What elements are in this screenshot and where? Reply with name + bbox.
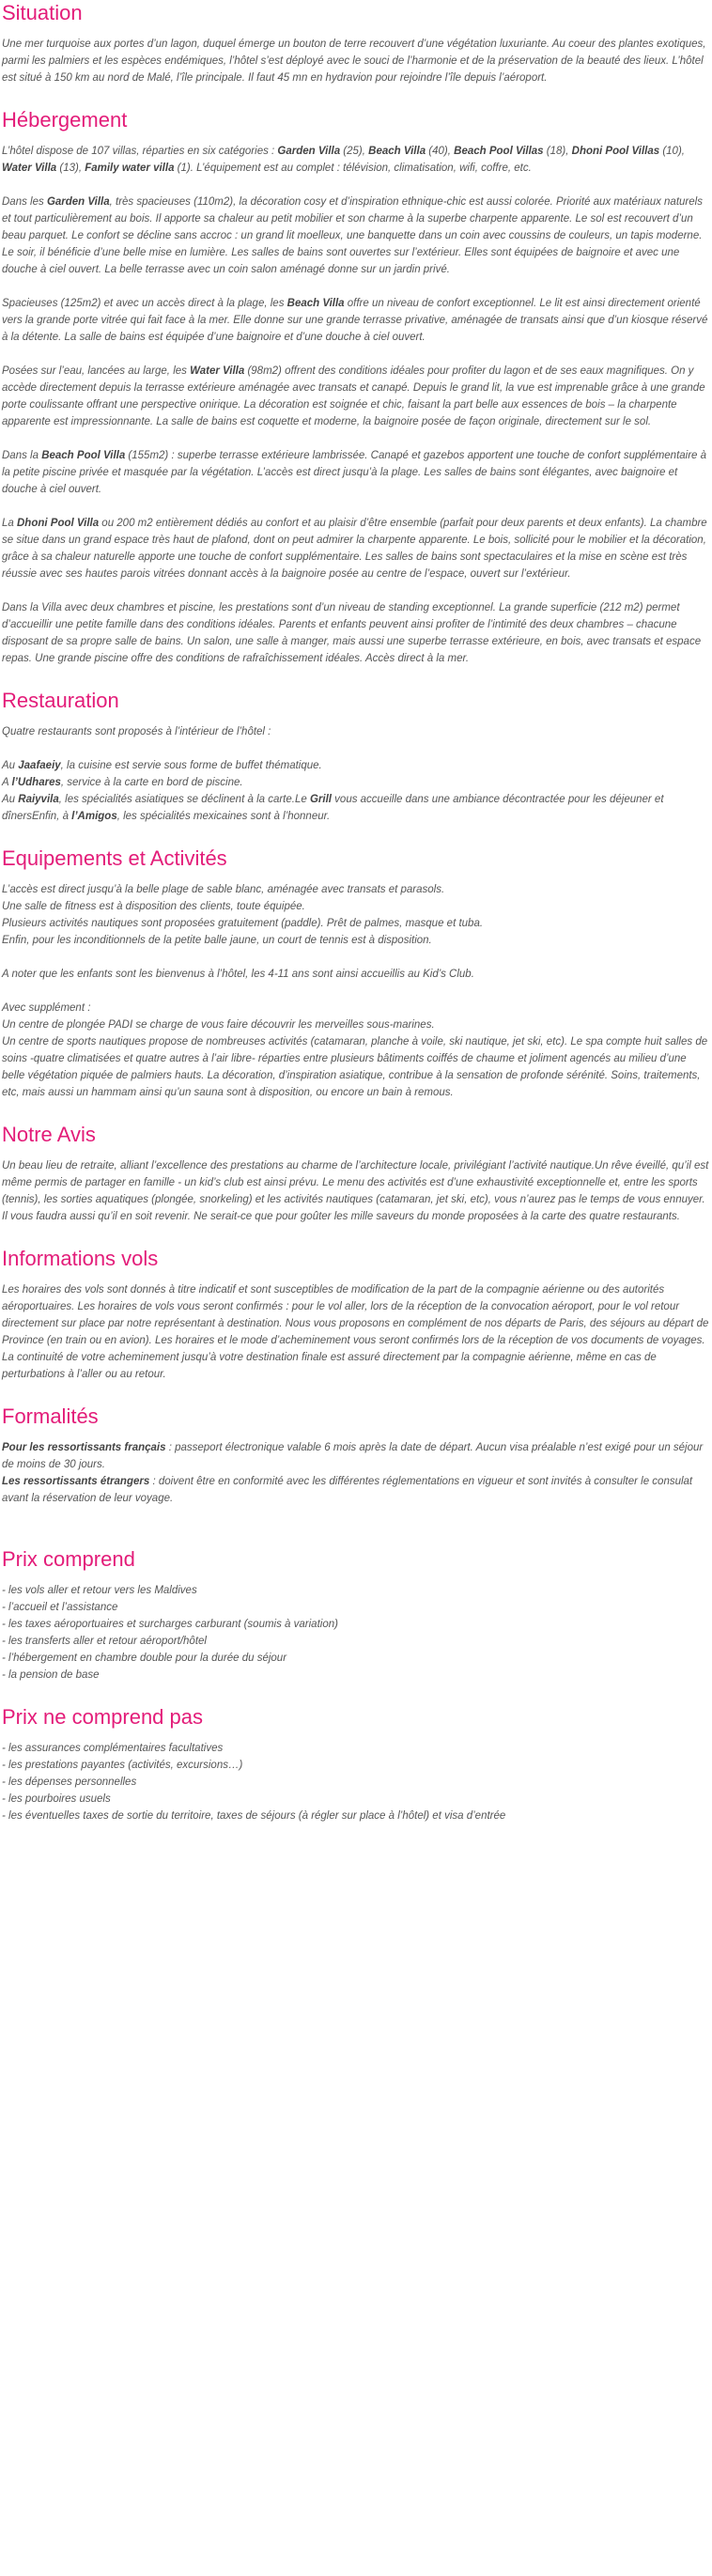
prix-ne-comprend-list (2, 1740, 710, 1824)
list-item: - la pension de base (2, 1669, 100, 1681)
beach-villa-text: Spacieuses (125m2) et avec un accès direct à la plage, les Beach Villa offre un niveau de confort exceptionnel. Le lit est ainsi directement orienté vers la grande porte vitrée qui fait face à la mer. Elle donne sur une grande terrasse privative, aménagée de transats ainsi que d’un kiosque réservé à la détente. La salle de bains est équipée d’une baignoire et d’une douche à ciel ouvert. (2, 298, 708, 343)
list-item: - les éventuelles taxes de sortie du territoire, taxes de séjours (à régler sur place à l’hôtel) et visa d’entrée (2, 1810, 506, 1822)
family-villa-text: Dans la Villa avec deux chambres et piscine, les prestations sont d’un niveau de standing exceptionnel. La grande superficie (212 m2) permet d’accueillir une petite famille dans des conditions idéales. Parents et enfants peuvent ainsi profiter de l’intimité des deux chambres – chacune disposant de sa propre salle de bains. Un salon, une salle à manger, mais aussi une superbe terrasse extérieure, en bois, avec transats et espace repas. Une grande piscine offre des conditions de rafraîchissement idéales. Accès direct à la mer. (2, 602, 702, 664)
list-item: - les prestations payantes (activités, excursions…) (2, 1760, 243, 1771)
list-item: - les dépenses personnelles (2, 1777, 137, 1788)
list-item: - l’hébergement en chambre double pour la durée du séjour (2, 1653, 287, 1664)
equipement-fitness: Une salle de fitness est à disposition des clients, toute équipée. (2, 901, 305, 912)
restaurant-jaafaeiy: Au Jaafaeiy, la cuisine est servie sous forme de buffet thématique. (2, 760, 322, 771)
section-title-restauration: Restauration (2, 689, 119, 712)
section-title-vols: Informations vols (2, 1247, 159, 1270)
supplement-sports-spa: Un centre de sports nautiques propose de nombreuses activités (catamaran, planche à voile, ski nautique, jet ski, etc). Le spa compte huit salles de soins -quatre climatisées et quatre autres à l’air libre- réparties entre plusieurs bâtiments coiffés de chaume et joliment agencés au milieu d’une belle végétation piquée de palmiers hauts. La décoration, d’inspiration asiatique, contribue à la sensation de profonde sérénité. Soins, traitements, etc, mais aussi un hammam ainsi qu’un sauna sont à disposition, ou encore un bain à remous. (2, 1036, 708, 1098)
formalites-etrangers: Les ressortissants étrangers : doivent être en conformité avec les différentes réglementations en vigueur et sont invités à consulter le consulat avant la réservation de leur voyage. (2, 1476, 693, 1504)
list-item: - l’accueil et l’assistance (2, 1602, 118, 1613)
formalites-francais: Pour les ressortissants français : passeport électronique valable 6 mois après la date de départ. Aucun visa préalable n’est exigé pour un séjour de moins de 30 jours. (2, 1442, 704, 1470)
list-item: - les taxes aéroportuaires et surcharges carburant (soumis à variation) (2, 1619, 338, 1630)
section-title-prix-ne-comprend: Prix ne comprend pas (2, 1705, 203, 1729)
garden-villa-text: Dans les Garden Villa, très spacieuses (110m2), la décoration cosy et d’inspiration ethnique-chic est aussi colorée. Priorité aux matériaux naturels et tout particulièrement au bois. Il apporte sa chaleur au petit mobilier et son charme à la superbe charpente apparente. Le sol est recouvert d’un beau parquet. Le confort se décline sans accroc : un grand lit moelleux, une banquette dans un coin avec coussins de couleurs, un tapis moderne. Le soir, il bénéficie d’une belle mise en lumière. Les salles de bains sont ouvertes sur l’extérieur. Elles sont équipées de baignoire et avec une douche à ciel ouvert. La belle terrasse avec un coin salon aménagé donne sur un jardin privé. (2, 196, 703, 275)
list-item: - les transferts aller et retour aéroport/hôtel (2, 1636, 207, 1647)
beach-pool-villa-text: Dans la Beach Pool Villa (155m2) : superbe terrasse extérieure lambrissée. Canapé et gazebos apportent une touche de confort supplémentaire à la petite piscine privée et masquée par la végétation. L’accès est direct jusqu’à la plage. Les salles de bains sont élégantes, avec baignoire et douche à ciel ouvert. (2, 450, 707, 495)
water-villa-text: Posées sur l’eau, lancées au large, les Water Villa (98m2) offrent des conditions idéales pour profiter du lagon et de ses eaux magnifiques. On y accède directement depuis la terrasse extérieure aménagée avec transats et canapé. Depuis le grand lit, la vue est imprenable grâce à une grande porte coulissante offrant une perspective onirique. La décoration est soignée et chic, faisant la part belle aux essences de bois – la charpente apparente est impressionnante. La salle de bains est coquette et moderne, la baignoire posée de façon originale, directement sur le sol. (2, 365, 705, 427)
equipement-beach: L’accès est direct jusqu’à la belle plage de sable blanc, aménagée avec transats et parasols. (2, 884, 445, 895)
section-title-situation: Situation (2, 1, 83, 24)
supplement-title: Avec supplément : (2, 1002, 91, 1014)
restaurant-udhares: A l’Udhares, service à la carte en bord de piscine. (2, 777, 243, 788)
equipement-nautique: Plusieurs activités nautiques sont proposées gratuitement (paddle). Prêt de palmes, masque et tuba. (2, 918, 484, 929)
restauration-intro: Quatre restaurants sont proposés à l’intérieur de l’hôtel : (2, 726, 271, 737)
list-item: - les pourboires usuels (2, 1793, 111, 1805)
prix-comprend-list (2, 1582, 710, 1684)
hebergement-intro: L’hôtel dispose de 107 villas, réparties en six catégories : Garden Villa (25), Beach Villa (40), Beach Pool Villas (18), Dhoni Pool Villas (10), Water Villa (13), Family water villa (1). L’équipement est au complet : télévision, climatisation, wifi, coffre, etc. (2, 146, 685, 174)
section-title-avis: Notre Avis (2, 1123, 96, 1146)
situation-text: Une mer turquoise aux portes d’un lagon, duquel émerge un bouton de terre recouvert d’une végétation luxuriante. Au coeur des plantes exotiques, parmi les palmiers et les espèces endémiques, l’hôtel s’est déployé avec le souci de l’harmonie et de la préservation de la beauté des lieux. L’hôtel est situé à 150 km au nord de Malé, l’île principale. Il faut 45 mn en hydravion pour rejoindre l’île depuis l’aéroport. (2, 39, 706, 84)
section-title-equipements: Equipements et Activités (2, 846, 227, 870)
equipement-tennis: Enfin, pour les inconditionnels de la petite balle jaune, un court de tennis est à disposition. (2, 935, 432, 946)
kids-club-text: A noter que les enfants sont les bienvenus à l’hôtel, les 4-11 ans sont ainsi accueillis au Kid’s Club. (2, 969, 474, 980)
section-title-prix-comprend: Prix comprend (2, 1547, 135, 1571)
list-item: - les vols aller et retour vers les Maldives (2, 1585, 197, 1596)
section-title-hebergement: Hébergement (2, 108, 128, 132)
restaurant-raiyvila-grill-amigos: Au Raiyvila, les spécialités asiatiques se déclinent à la carte.Le Grill vous accueille dans une ambiance décontractée pour les déjeuner et dînersEnfin, à l’Amigos, les spécialités mexicaines sont à l’honneur. (2, 794, 664, 822)
vols-text: Les horaires des vols sont donnés à titre indicatif et sont susceptibles de modification de la part de la compagnie aérienne ou des autorités aéroportuaires. Les horaires de vols vous seront confirmés : pour le vol aller, lors de la réception de la convocation aéroport, pour le vol retour directement sur place par notre représentant à destination. Nous vous proposons en complément de nos départs de Paris, des séjours au départ de Province (en train ou en avion). Les horaires et le mode d’acheminement vous seront confirmés lors de la réception de vos documents de voyages. La continuité de votre acheminement jusqu’à votre destination finale est assuré directement par la compagnie aérienne, même en cas de perturbations à l’aller ou au retour. (2, 1284, 709, 1380)
list-item: - les assurances complémentaires facultatives (2, 1743, 224, 1754)
avis-text: Un beau lieu de retraite, alliant l’excellence des prestations au charme de l’architecture locale, privilégiant l’activité nautique.Un rêve éveillé, qu’il est même permis de partager en famille - un kid’s club est ainsi prévu. Le menu des activités est d’une exhaustivité exceptionnelle et, entre les sports (tennis), les sorties aquatiques (plongée, snorkeling) et les activités nautiques (catamaran, jet ski, etc), vous n’aurez pas le temps de vous ennuyer. Il vous faudra aussi qu’il en soit revenir. Ne serait-ce que pour goûter les mille saveurs du monde proposées à la carte des quatre restaurants. (2, 1160, 709, 1222)
supplement-diving: Un centre de plongée PADI se charge de vous faire découvrir les merveilles sous-marines. (2, 1019, 435, 1031)
dhoni-pool-villa-text: La Dhoni Pool Villa ou 200 m2 entièrement dédiés au confort et au plaisir d’être ensemble (parfait pour deux parents et deux enfants). La chambre se situe dans un grand espace très haut de plafond, dont on peut admirer la charpente apparente. Le bois, sollicité pour le mobilier et la décoration, grâce à sa chaleur naturelle apporte une touche de confort supplémentaire. Les salles de bains sont spectaculaires et la mise en scène est très réussie avec ses hautes parois vitrées donnant accès à la baignoire posée au centre de l’espace, ouvert sur l’extérieur. (2, 518, 707, 580)
section-title-formalites: Formalités (2, 1404, 99, 1428)
